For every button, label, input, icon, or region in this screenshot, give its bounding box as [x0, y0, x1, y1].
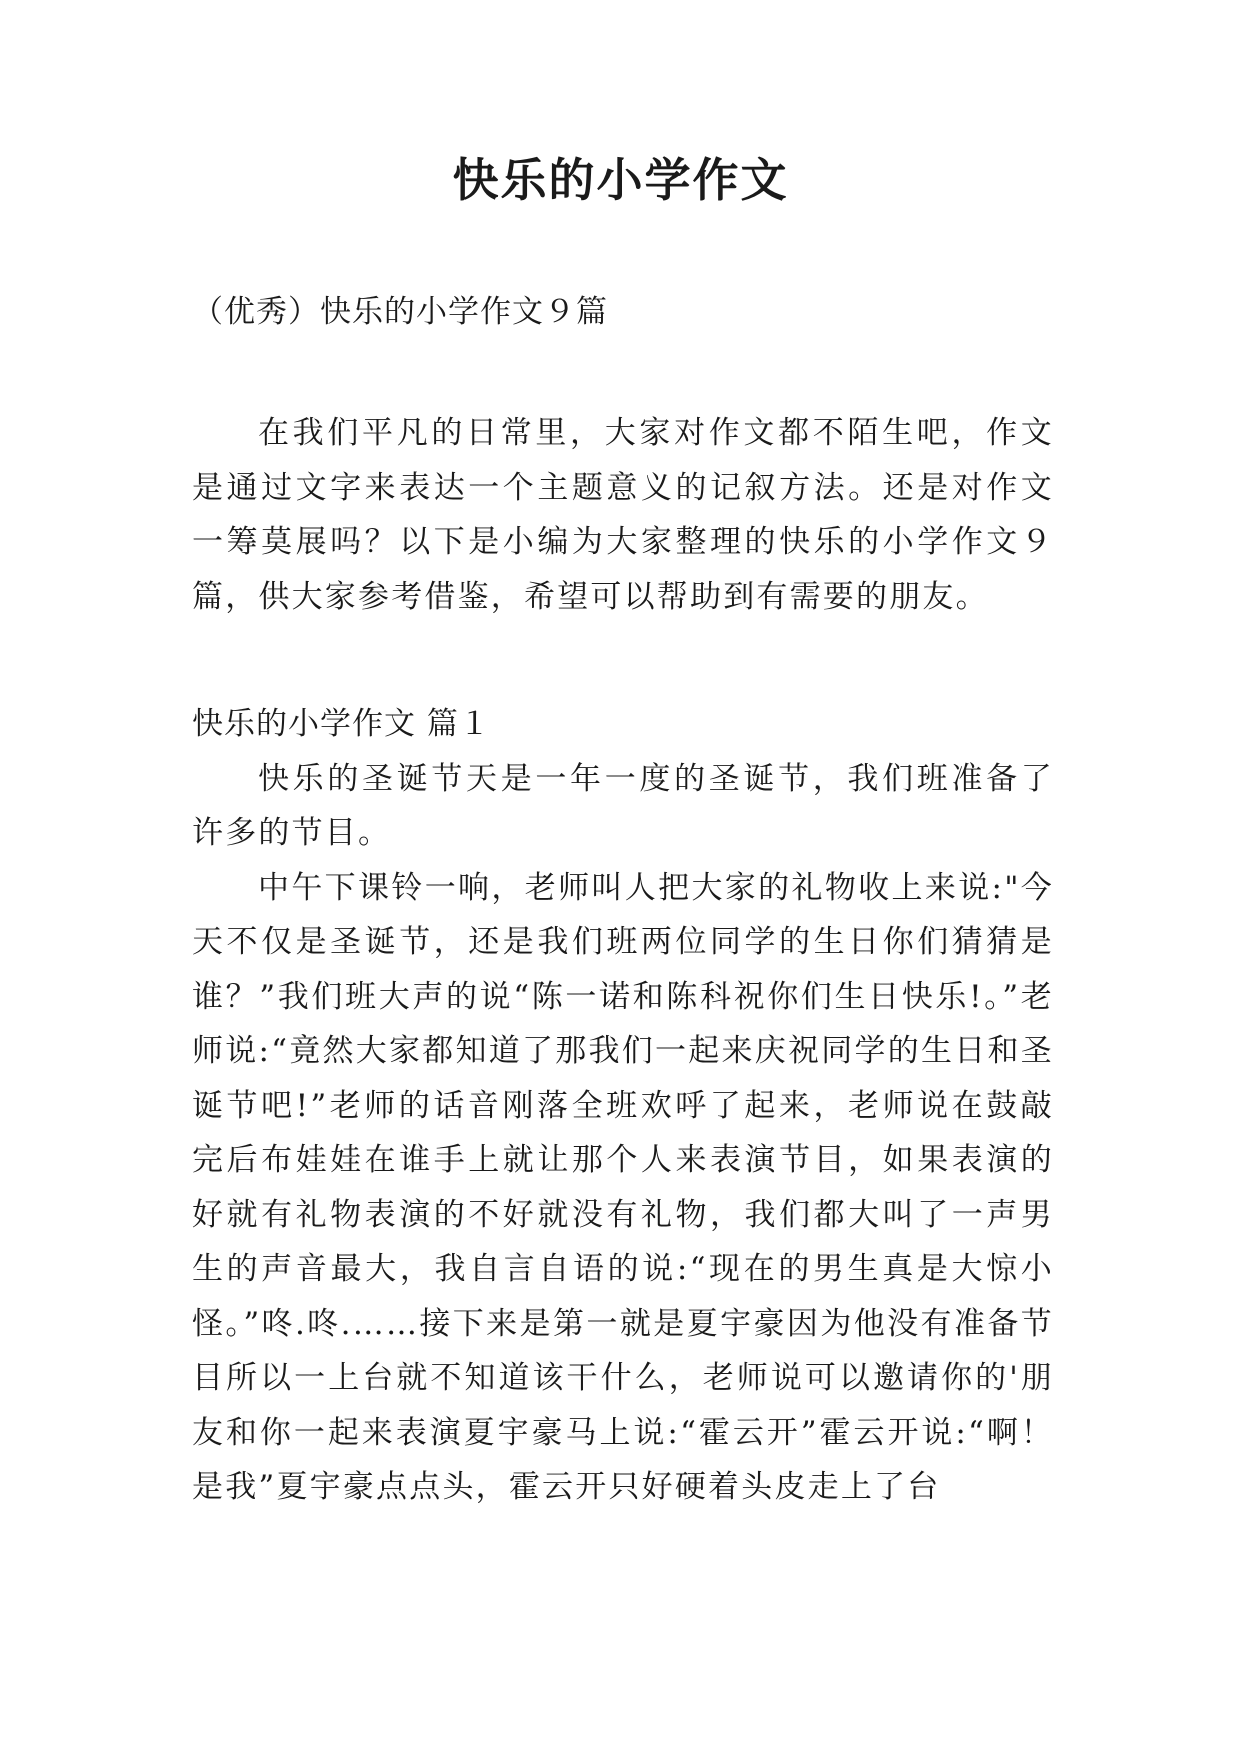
document-title: 快乐的小学作文	[452, 153, 789, 207]
essay-section-1	[192, 697, 1054, 1515]
intro-paragraph: 在我们平凡的日常里，大家对作文都不陌生吧，作文是通过文字来表达一个主题意义的记叙方法。还是对作文一筹莫展吗？以下是小编为大家整理的快乐的小学作文９篇，供大家参考借鉴，希望可以帮助到有需要的朋友。	[192, 415, 1054, 615]
section-heading: 快乐的小学作文 篇１	[192, 706, 491, 742]
document-subtitle: （优秀）快乐的小学作文９篇	[192, 294, 608, 330]
intro-block	[192, 406, 1054, 624]
essay-paragraph: 中午下课铃一响，老师叫人把大家的礼物收上来说:"今天不仅是圣诞节，还是我们班两位同学的生日你们猜猜是谁？”我们班大声的说“陈一诺和陈科祝你们生日快乐!。”老师说:“竟然大家都知道了那我们一起来庆祝同学的生日和圣诞节吧!”老师的话音刚落全班欢呼了起来，老师说在鼓敲完后布娃娃在谁手上就让那个人来表演节目，如果表演的好就有礼物表演的不好就没有礼物，我们都大叫了一声男生的声音最大，我自言自语的说:“现在的男生真是大惊小怪。”咚.咚.……接下来是第一就是夏宇豪因为他没有准备节目所以一上台就不知道该干什么，老师说可以邀请你的'朋友和你一起来表演夏宇豪马上说:“霍云开”霍云开说:“啊！是我”夏宇豪点点头，霍云开只好硬着头皮走上了台	[192, 869, 1054, 1505]
essay-paragraph: 快乐的圣诞节天是一年一度的圣诞节，我们班准备了许多的节目。	[192, 760, 1054, 851]
